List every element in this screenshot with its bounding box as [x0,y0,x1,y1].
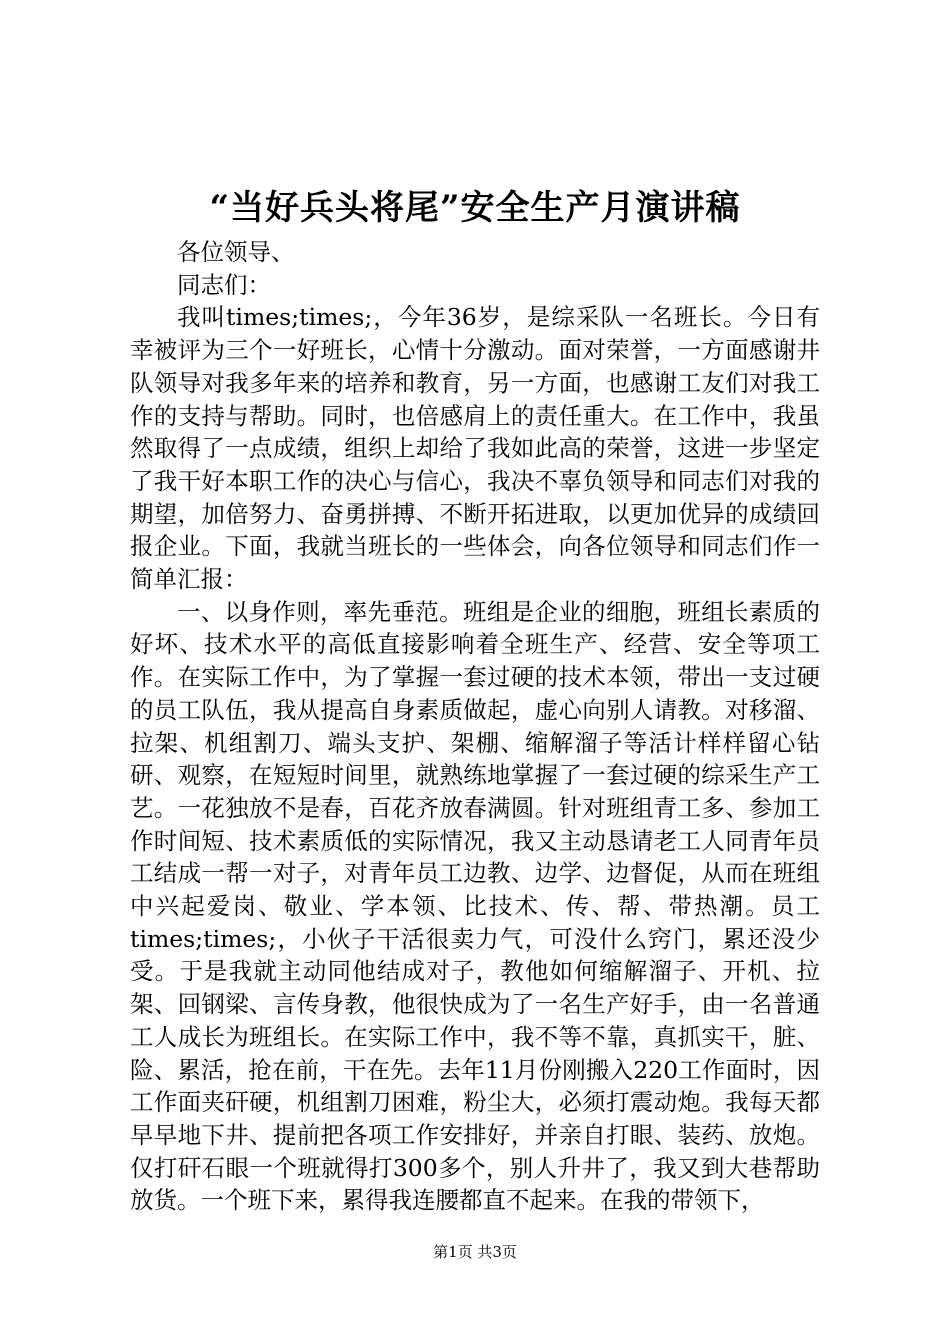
salutation-line: 同志们： [177,270,271,299]
document-title: “当好兵头将尾”安全生产月演讲稿 [209,188,741,228]
page-footer: 第1页 共3页 [433,1243,517,1261]
body-paragraph: 我叫times;times;，今年36岁，是综采队一名班长。今日有幸被评为三个一好班长，心情十分激动。面对荣誉，一方面感谢井队领导对我多年来的培养和教育，另一方面，也感谢工友们对我工作的支持与帮助。同时，也倍感肩上的责任重大。在工作中，我虽然取得了一点成绩，组织上却给了我如此高的荣誉，这进一步坚定了我干好本职工作的决心与信心，我决不辜负领导和同志们对我的期望，加倍努力、奋勇拼搏、不断开拓进取，以更加优异的成绩回报企业。下面，我就当班长的一些体会，向各位领导和同志们作一简单汇报： [130,303,820,594]
salutation-line: 各位领导、 [177,238,295,266]
document-body [130,236,820,1217]
body-paragraph: 一、以身作则，率先垂范。班组是企业的细胞，班组长素质的好坏、技术水平的高低直接影响着全班生产、经营、安全等项工作。在实际工作中，为了掌握一套过硬的技术本领，带出一支过硬的员工队伍，我从提高自身素质做起，虚心向别人请教。对移溜、拉架、机组割刀、端头支护、架棚、缩解溜子等活计样样留心钻研、观察，在短短时间里，就熟练地掌握了一套过硬的综采生产工艺。一花独放不是春，百花齐放春满圆。针对班组青工多、参加工作时间短、技术素质低的实际情况，我又主动恳请老工人同青年员工结成一帮一对子，对青年员工边教、边学、边督促，从而在班组中兴起爱岗、敬业、学本领、比技术、传、帮、带热潮。员工times;times;，小伙子干活很卖力气，可没什么窍门，累还没少受。于是我就主动同他结成对子，教他如何缩解溜子、开机、拉架、回钢梁、言传身教，他很快成为了一名生产好手，由一名普通工人成长为班组长。在实际工作中，我不等不靠，真抓实干，脏、险、累活，抢在前，干在先。去年11月份刚搬入220工作面时，因工作面夹矸硬，机组割刀困难，粉尘大，必须打震动炮。我每天都早早地下井、提前把各项工作安排好，并亲自打眼、装药、放炮。仅打矸石眼一个班就得打300多个，别人升井了，我又到大巷帮助放货。一个班下来，累得我连腰都直不起来。在我的带领下， [130,597,820,1215]
